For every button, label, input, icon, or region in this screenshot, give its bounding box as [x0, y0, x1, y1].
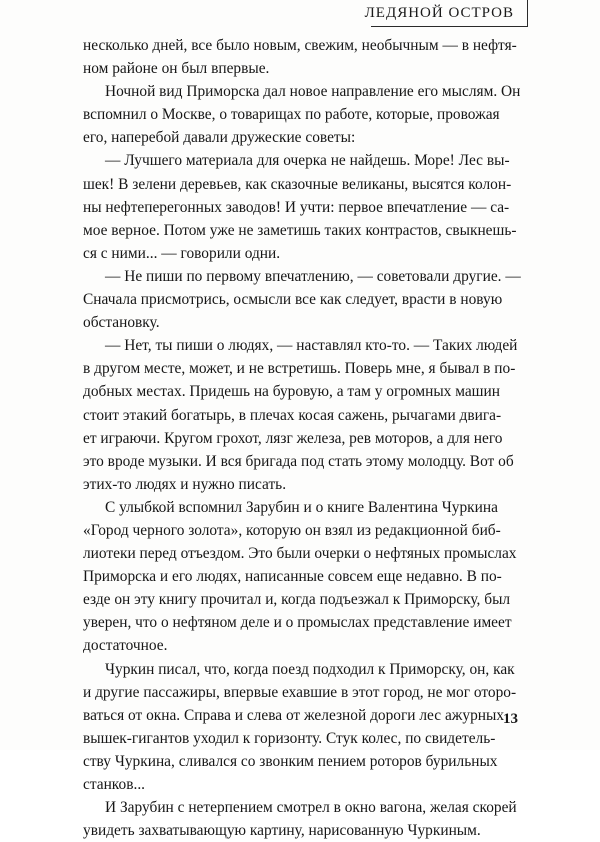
text-line: этих-то людях и нужно писать. — [83, 475, 287, 493]
text-line: Сначала присмотрись, осмысли все как следует, врасти в новую — [83, 291, 503, 309]
text-line: ном районе он был впервые. — [83, 60, 270, 78]
text-line: добных местах. Придешь на буровую, а там у огромных машин — [83, 383, 501, 401]
text-line: Ночной вид Приморска дал новое направление его мыслям. Он — [105, 83, 521, 101]
running-title: ЛЕДЯНОЙ ОСТРОВ — [364, 5, 514, 21]
text-line: — Нет, ты пиши о людях, — наставлял кто-то. — Таких людей — [105, 337, 518, 355]
body-text — [83, 34, 520, 842]
text-line: увидеть захватывающую картину, нарисованную Чуркиным. — [83, 822, 481, 840]
text-line: это вроде музыки. И вся бригада под стать этому молодцу. Вот об — [83, 452, 514, 470]
text-line: мое верное. Потом уже не заметишь таких контрастов, свыкнешь- — [83, 221, 517, 239]
text-line: его, наперебой давали дружеские советы: — [83, 129, 356, 147]
text-line: Приморска и его людях, написанные совсем еще недавно. В по- — [83, 568, 502, 586]
text-line: станков... — [83, 776, 146, 793]
text-line: вспомнил о Москве, о товарищах по работе, которые, провожая — [83, 106, 500, 124]
text-line: достаточное. — [83, 637, 168, 655]
text-line: несколько дней, все было новым, свежим, необычным — в нефтя- — [83, 37, 517, 54]
text-line: — Лучшего материала для очерка не найдешь. Море! Лес вы- — [105, 152, 510, 170]
text-line: лиотеки перед отъездом. Это были очерки о нефтяных промыслах — [83, 545, 517, 563]
text-line: ству Чуркина, сливался со звонким пением роторов бурильных — [83, 752, 498, 770]
text-line: обстановку. — [83, 314, 160, 332]
text-line: стоит этакий богатырь, в плечах косая сажень, рычагами двига- — [83, 406, 502, 424]
text-line: — Не пиши по первому впечатлению, — советовали другие. — — [105, 267, 521, 285]
text-line: в другом месте, может, и не встретишь. Поверь мне, я бывал в по- — [83, 360, 516, 378]
text-line: езде он эту книгу прочитал и, когда подъезжал к Приморску, был — [83, 591, 511, 609]
text-line: И Зарубин с нетерпением смотрел в окно вагона, желая скорей — [105, 799, 517, 817]
text-line: уверен, что о нефтяном деле и о промыслах представление имеет — [83, 614, 512, 632]
text-line: Чуркин писал, что, когда поезд подходил к Приморску, он, как — [105, 660, 515, 678]
text-line: ваться от окна. Справа и слева от железной дороги лес ажурных — [83, 706, 505, 724]
text-line: шек! В зелени деревьев, как сказочные великаны, высятся колон- — [83, 175, 512, 193]
text-line: вышек-гигантов уходил к горизонту. Стук колес, по свидетель- — [83, 729, 496, 747]
text-line: и другие пассажиры, впервые ехавшие в этот город, не мог оторо- — [83, 683, 517, 701]
running-header — [0, 0, 600, 30]
page-number: 13 — [503, 711, 518, 727]
text-line: ет играючи. Кругом грохот, лязг железа, рев моторов, а для него — [83, 429, 503, 447]
text-line: «Город черного золота», которую он взял из редакционной биб- — [83, 521, 501, 539]
header-edge-rule — [527, 0, 528, 27]
text-line: ны нефтеперегонных заводов! И учти: первое впечатление — са- — [83, 198, 510, 216]
header-rule — [371, 26, 527, 27]
text-line: С улыбкой вспомнил Зарубин и о книге Валентина Чуркина — [105, 498, 498, 516]
text-line: ся с ними... — говорили одни. — [83, 244, 281, 262]
